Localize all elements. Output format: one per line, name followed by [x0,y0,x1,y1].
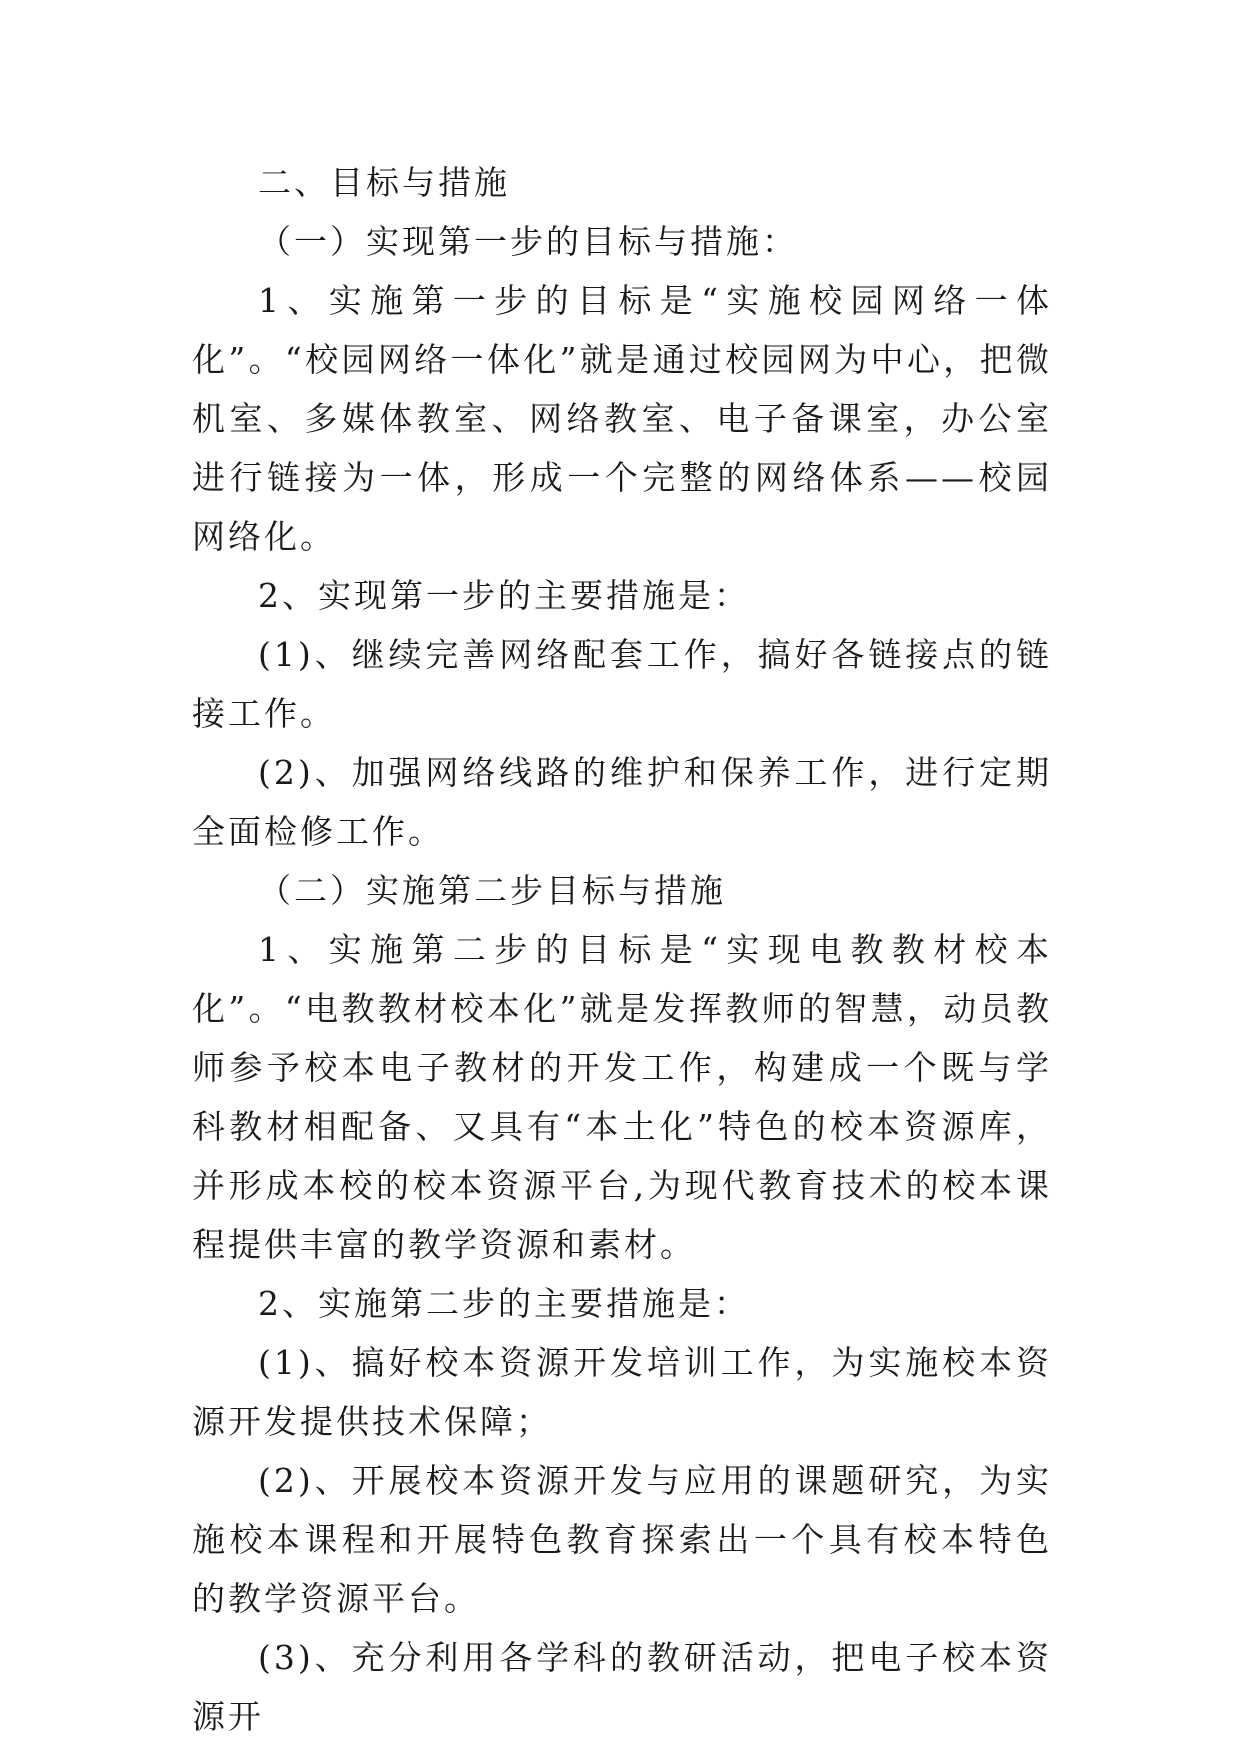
subsection-heading-2: （二）实施第二步目标与措施 [258,871,726,910]
list-item-2-3: (3)、充分利用各学科的教研活动，把电子校本资源开 [192,1638,1052,1736]
list-item-1-2: (2)、加强网络线路的维护和保养工作，进行定期全面检修工作。 [192,753,1052,851]
list-item-2-2: (2)、开展校本资源开发与应用的课题研究，为实施校本课程和开展特色教育探索出一个具有校本特色的教学资源平台。 [192,1461,1052,1618]
paragraph-measures-2: 2、实施第二步的主要措施是： [258,1284,750,1323]
subsection-heading-1: （一）实现第一步的目标与措施： [258,222,798,261]
document-body [192,153,1052,1746]
list-item-1-1: (1)、继续完善网络配套工作，搞好各链接点的链接工作。 [192,635,1052,733]
list-item-2-1: (1)、搞好校本资源开发培训工作，为实施校本资源开发提供技术保障； [192,1343,1052,1441]
paragraph-measures-1: 2、实现第一步的主要措施是： [258,576,750,615]
paragraph-goal-1: 1、实施第一步的目标是“实施校园网络一体化”。“校园网络一体化”就是通过校园网为中心，把微机室、多媒体教室、网络教室、电子备课室，办公室进行链接为一体，形成一个完整的网络体系——校园网络化。 [192,281,1052,556]
section-heading: 二、目标与措施 [258,163,510,202]
paragraph-goal-2: 1、实施第二步的目标是“实现电教教材校本化”。“电教教材校本化”就是发挥教师的智慧，动员教师参予校本电子教材的开发工作，构建成一个既与学科教材相配备、又具有“本土化”特色的校本资源库，并形成本校的校本资源平台,为现代教育技术的校本课程提供丰富的教学资源和素材。 [192,930,1052,1264]
